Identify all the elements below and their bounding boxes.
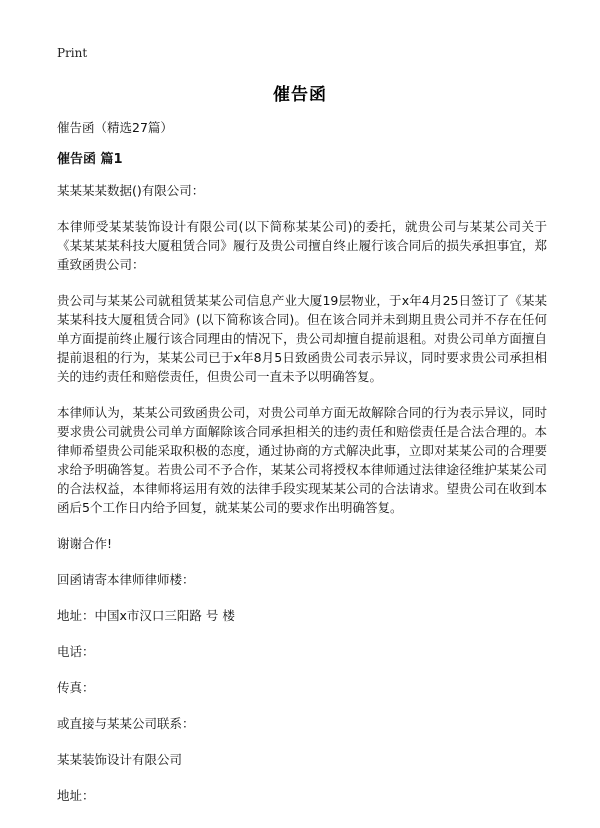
paragraph-facts: 贵公司与某某公司就租赁某某公司信息产业大厦19层物业，于x年4月25日签订了《某某某某科技大厦租赁合同》(以下简称该合同)。但在该合同并未到期且贵公司并不存在任何单方面提前终止履行该合同理由的情况下，贵公司却擅自提前退租。对贵公司单方面擅自提前退租的行为，某某公司已于x年8月5日致函贵公司表示异议，同时要求贵公司承担相关的违约责任和赔偿责任，但贵公司一直未予以明确答复。 xyxy=(57,293,547,384)
page-title: 催告函 xyxy=(273,85,327,105)
paragraph-opinion: 本律师认为，某某公司致函贵公司，对贵公司单方面无故解除合同的行为表示异议，同时要求贵公司就贵公司单方面解除该合同承担相关的违约责任和赔偿责任是合法合理的。本律师希望贵公司能采取积极的态度，通过协商的方式解决此事，立即对某某公司的合理要求给予明确答复。若贵公司不予合作，某某公司将授权本律师通过法律途径维护某某公司的合法权益，本律师将运用有效的法律手段实现某某公司的合法请求。望贵公司在收到本函后5个工作日内给予回复，就某某公司的要求作出明确答复。 xyxy=(57,405,547,515)
direct-contact-line: 或直接与某某公司联系： xyxy=(57,716,195,731)
thanks-line: 谢谢合作! xyxy=(57,536,113,551)
lawyer-address: 地址：中国x市汉口三阳路 号 楼 xyxy=(57,608,235,623)
document-subtitle: 催告函（精选27篇） xyxy=(57,120,173,135)
paragraph-commission: 本律师受某某装饰设计有限公司(以下简称某某公司)的委托，就贵公司与某某公司关于《某某某某科技大厦租赁合同》履行及贵公司擅自终止履行该合同后的损失承担事宜，郑重致函贵公司： xyxy=(57,219,547,272)
print-label: Print xyxy=(57,46,88,60)
salutation: 某某某某数据()有限公司： xyxy=(57,183,205,198)
section-heading: 催告函 篇1 xyxy=(57,152,123,167)
fax-line: 传真： xyxy=(57,680,95,695)
company-name: 某某装饰设计有限公司 xyxy=(57,752,183,767)
company-address: 地址： xyxy=(57,788,95,803)
reply-instruction: 回函请寄本律师律师楼： xyxy=(57,572,195,587)
document-body xyxy=(57,118,547,822)
phone-line: 电话： xyxy=(57,644,95,659)
